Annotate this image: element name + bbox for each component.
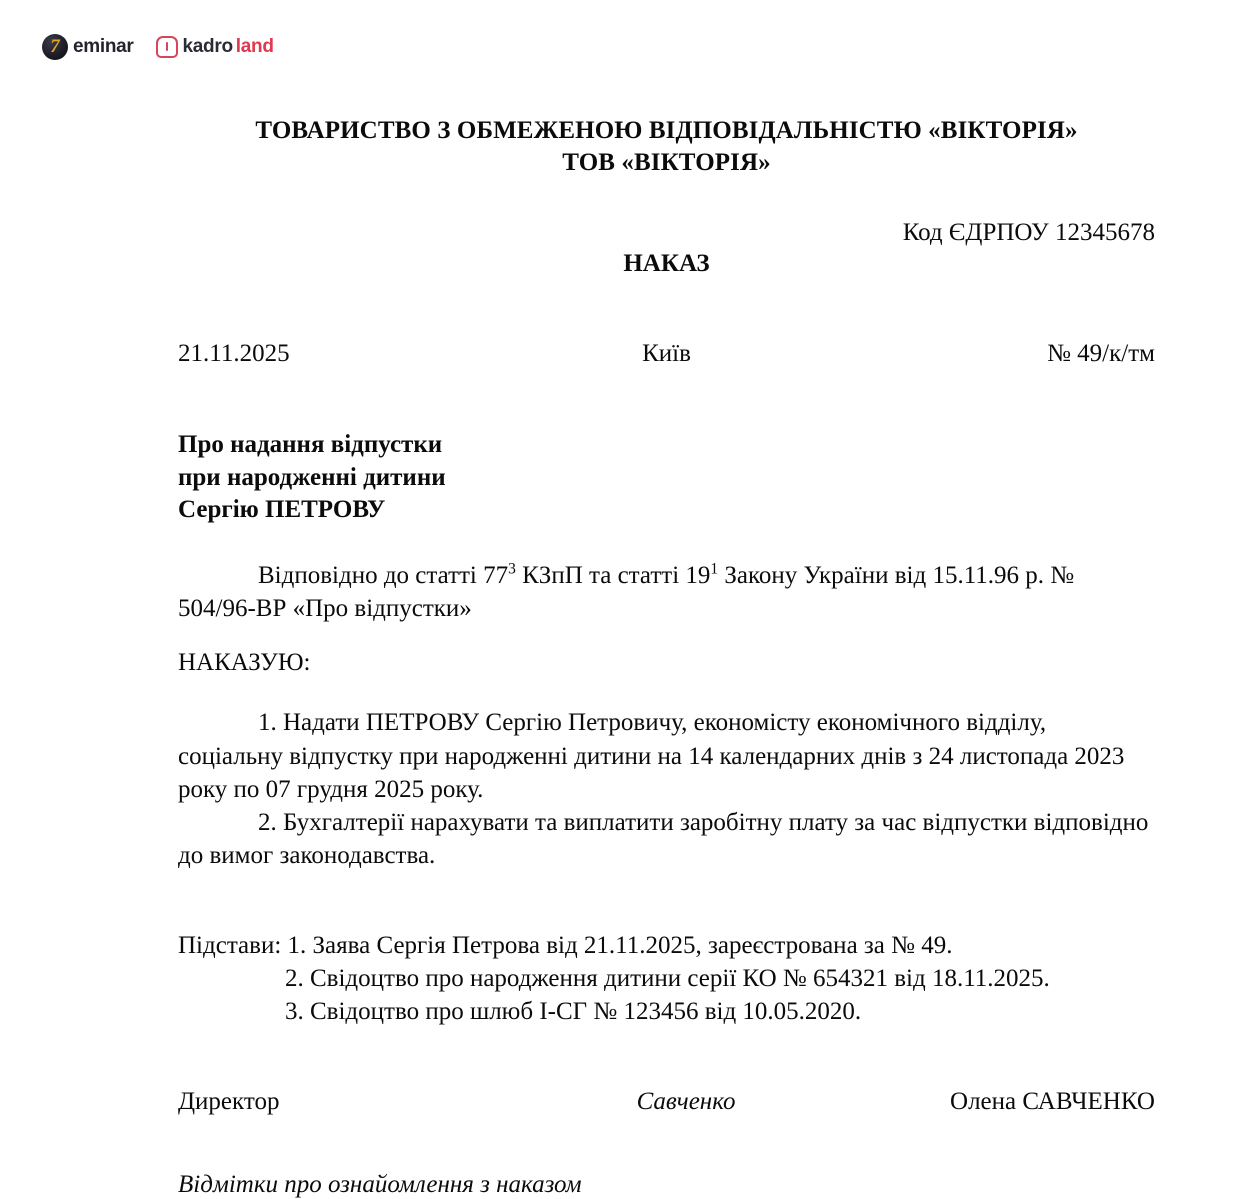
order-meta-row	[178, 340, 1155, 368]
order-subject-line1: Про надання відпустки	[178, 431, 443, 458]
grounds-label: Підстави:	[178, 931, 288, 959]
order-subject	[178, 429, 1155, 527]
organization-title-line1: ТОВАРИСТВО З ОБМЕЖЕНОЮ ВІДПОВІДАЛЬНІСТЮ «ВІКТОРІЯ»	[255, 117, 1078, 144]
kadroland-logo-text-accent: land	[235, 36, 274, 57]
preamble-part1: Відповідно до статті 77	[258, 561, 509, 589]
preamble-superscript-1: 3	[508, 560, 516, 578]
grounds-item-3: 3. Свідоцтво про шлюб І-СГ № 123456 від 10.05.2020.	[285, 998, 862, 1025]
seven-glyph: 7	[50, 35, 60, 57]
grounds-item-1: 1. Заява Сергія Петрова від 21.11.2025, зареєстрована за № 49.	[287, 931, 953, 959]
clause-2: 2. Бухгалтерії нарахувати та виплатити заробітну плату за час відпустки відповідно до вимог законодавства.	[178, 809, 1149, 870]
seven-circle-icon	[42, 34, 68, 60]
preamble-superscript-2: 1	[710, 560, 719, 578]
preamble-paragraph	[178, 559, 1155, 626]
preamble-part2: КЗпП та статті 19	[515, 561, 711, 589]
preamble-part3: Закону України від 15.11.96 р. № 504/96-ВР «Про відпустки»	[178, 561, 1075, 622]
clause-1: 1. Надати ПЕТРОВУ Сергію Петровичу, економісту економічного відділу, соціальну відпустку при народженні дитини на 14 календарних днів з 24 листопада 2023 року по 07 грудня 2025 року.	[178, 709, 1125, 803]
signature-row	[178, 1088, 1155, 1116]
signer-position: Директор	[178, 1088, 280, 1116]
grounds-item-1-row	[178, 929, 1155, 962]
signature-mark: Савченко	[636, 1088, 736, 1116]
order-number: № 49/к/тм	[1047, 340, 1155, 367]
document-body	[178, 0, 1155, 1199]
order-verb: НАКАЗУЮ:	[178, 649, 311, 676]
order-subject-line3: Сергію ПЕТРОВУ	[178, 496, 386, 523]
signer-full-name: Олена САВЧЕНКО	[950, 1088, 1155, 1116]
organization-title	[178, 115, 1155, 179]
order-heading: НАКАЗ	[623, 250, 710, 277]
order-date: 21.11.2025	[178, 340, 290, 367]
kadroland-house-icon	[156, 36, 178, 58]
order-subject-line2: при народженні дитини	[178, 463, 446, 491]
acknowledgement-note: Відмітки про ознайомлення з наказом	[178, 1171, 582, 1199]
seminar-logo-text: eminar	[73, 36, 134, 57]
grounds-block	[178, 929, 1155, 1029]
edrpou-code: Код ЄДРПОУ 12345678	[902, 219, 1155, 246]
order-place: Київ	[642, 340, 691, 367]
organization-title-line2: ТОВ «ВІКТОРІЯ»	[562, 149, 771, 176]
seminar-logo[interactable]	[42, 34, 134, 60]
kadroland-logo-text-dark: kadro	[182, 36, 233, 57]
grounds-item-2: 2. Свідоцтво про народження дитини серії КО № 654321 від 18.11.2025.	[285, 964, 1050, 992]
